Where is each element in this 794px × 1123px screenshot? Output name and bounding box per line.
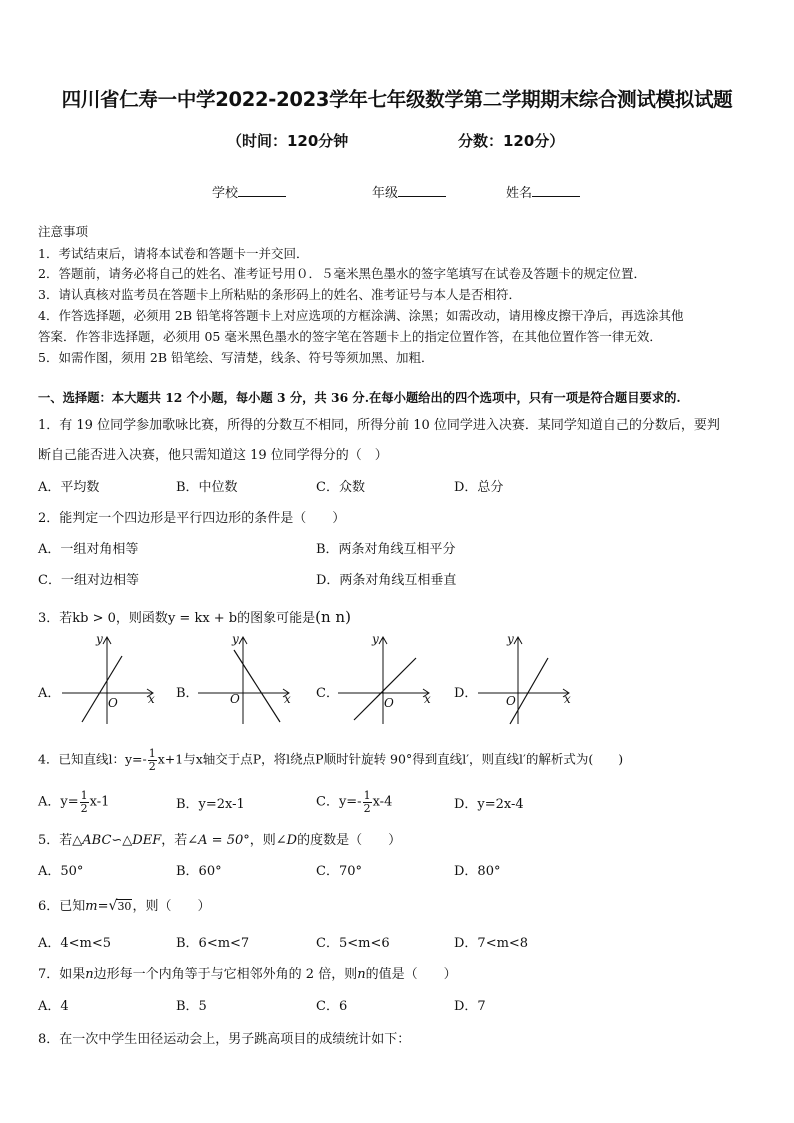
q3-graph-d (476, 632, 576, 726)
q2-stem: 2．能判定一个四边形是平行四边形的条件是（ ） (38, 511, 346, 526)
section-heading: 一、选择题：本大题共 12 个小题，每小题 3 分，共 36 分.在每小题给出的四个选项中，只有一项是符合题目要求的. (38, 390, 681, 405)
y-axis-label: y (372, 632, 379, 646)
name-label: 姓名 (506, 186, 533, 201)
q5-option-d: D．80° (454, 864, 501, 879)
q3-label-d: D． (454, 686, 478, 701)
q3-label-b: B． (176, 686, 199, 701)
grade-label: 年级 (372, 186, 399, 201)
school-label: 学校 (212, 186, 239, 201)
q3-label-c: C． (316, 686, 339, 701)
q4-option-a: A．y= $\frac{1}{2}$ x-1 (38, 789, 110, 815)
origin-label: O (108, 696, 118, 710)
q5-stem: 5．若△ABC∽△DEF，若∠A = 50°，则∠D的度数是（ ） (38, 833, 402, 848)
q5-option-c: C．70° (316, 864, 362, 879)
exam-time: （时间：120分钟 (227, 132, 349, 150)
q1-option-c: C．众数 (316, 480, 365, 495)
radicand: 30 (117, 900, 132, 913)
grade-field (372, 182, 446, 201)
note-item: 3．请认真核对监考员在答题卡上所粘贴的条形码上的姓名、准考证号与本人是否相符． (38, 287, 521, 302)
x-axis-label: x (284, 692, 291, 706)
q6-stem: 6．已知m=√30，则（ ） (38, 898, 211, 914)
note-item: 2．答题前，请务必将自己的姓名、准考证号用０．５毫米黑色墨水的签字笔填写在试卷及答题卡的规定位置． (38, 266, 646, 281)
fraction: $\frac{1}{2}$ (148, 747, 156, 773)
q1-option-d: D．总分 (454, 480, 504, 495)
q7-option-c: C．6 (316, 999, 348, 1014)
q3-condition: kb > 0 (72, 611, 116, 626)
q3-label-a: A． (38, 686, 61, 701)
q1-stem-line2: 断自己能否进入决赛，他只需知道这 19 位同学得分的（ ） (38, 448, 388, 463)
name-field (506, 182, 580, 201)
q8-stem: 8．在一次中学生田径运动会上，男子跳高项目的成绩统计如下： (38, 1032, 411, 1047)
note-item: 5．如需作图，须用 2B 铅笔绘、写清楚，线条、符号等须加黑、加粗． (38, 350, 434, 365)
q4-option-b: B．y=2x-1 (176, 797, 245, 812)
q4-option-d: D．y=2x-4 (454, 797, 524, 812)
q5-option-a: A．50° (38, 864, 84, 879)
y-axis-label: y (96, 632, 103, 646)
q1-option-a: A．平均数 (38, 480, 100, 495)
q6-option-a: A．4<m<5 (38, 936, 112, 951)
q1-option-b: B．中位数 (176, 480, 238, 495)
x-axis-label: x (424, 692, 431, 706)
exam-score: 分数：120分） (458, 132, 565, 150)
origin-label: O (230, 692, 240, 706)
q7-option-a: A．4 (38, 999, 69, 1014)
q7-option-b: B．5 (176, 999, 207, 1014)
origin-label: O (384, 696, 394, 710)
q2-option-b: B．两条对角线互相平分 (316, 542, 456, 557)
note-item: 答案．作答非选择题，必须用 05 毫米黑色墨水的签字笔在答题卡上的指定位置作答，在其他位置作答一律无效． (38, 329, 662, 344)
q3-function: y = kx + b (167, 611, 238, 626)
y-axis-label: y (507, 632, 514, 646)
q6-option-d: D．7<m<8 (454, 936, 529, 951)
y-axis-label: y (232, 632, 239, 646)
q5-option-b: B．60° (176, 864, 222, 879)
note-item: 1．考试结束后，请将本试卷和答题卡一并交回． (38, 246, 309, 261)
q4-option-c: C．y=- $\frac{1}{2}$ x-4 (316, 789, 393, 815)
q7-option-d: D．7 (454, 999, 486, 1014)
note-item: 4．作答选择题，必须用 2B 铅笔将答题卡上对应选项的方框涂满、涂黑；如需改动，请用橡皮擦干净后，再选涂其他 (38, 308, 684, 323)
q2-option-d: D．两条对角线互相垂直 (316, 573, 457, 588)
q1-stem-line1: 1．有 19 位同学参加歌咏比赛，所得的分数互不相同，所得分前 10 位同学进入决赛．某同学知道自己的分数后，要判 (38, 418, 720, 433)
q3-graph-b (196, 632, 296, 726)
q3-graph-c (336, 632, 436, 726)
origin-label: O (506, 694, 516, 708)
q3-stem: 3．若kb > 0，则函数y = kx + b的图象可能是(n n) (38, 608, 351, 626)
x-axis-label: x (564, 692, 571, 706)
q2-option-c: C．一组对边相等 (38, 573, 139, 588)
school-field (212, 182, 286, 201)
exam-title: 四川省仁寿一中学2022-2023学年七年级数学第二学期期末综合测试模拟试题 (61, 88, 733, 111)
notes-heading: 注意事项 (38, 224, 89, 239)
q4-stem: 4．已知直线l：y=- $\frac{1}{2}$ x+1与x轴交于点P，将l绕点P顺时针旋转 90°得到直线l′，则直线l′的解析式为( ) (38, 747, 624, 773)
q7-stem: 7．如果n边形每一个内角等于与它相邻外角的 2 倍，则n的值是（ ） (38, 967, 457, 982)
q6-option-c: C．5<m<6 (316, 936, 390, 951)
q3-graph-a (60, 632, 160, 726)
q6-option-b: B．6<m<7 (176, 936, 250, 951)
x-axis-label: x (148, 692, 155, 706)
q2-option-a: A．一组对角相等 (38, 542, 139, 557)
